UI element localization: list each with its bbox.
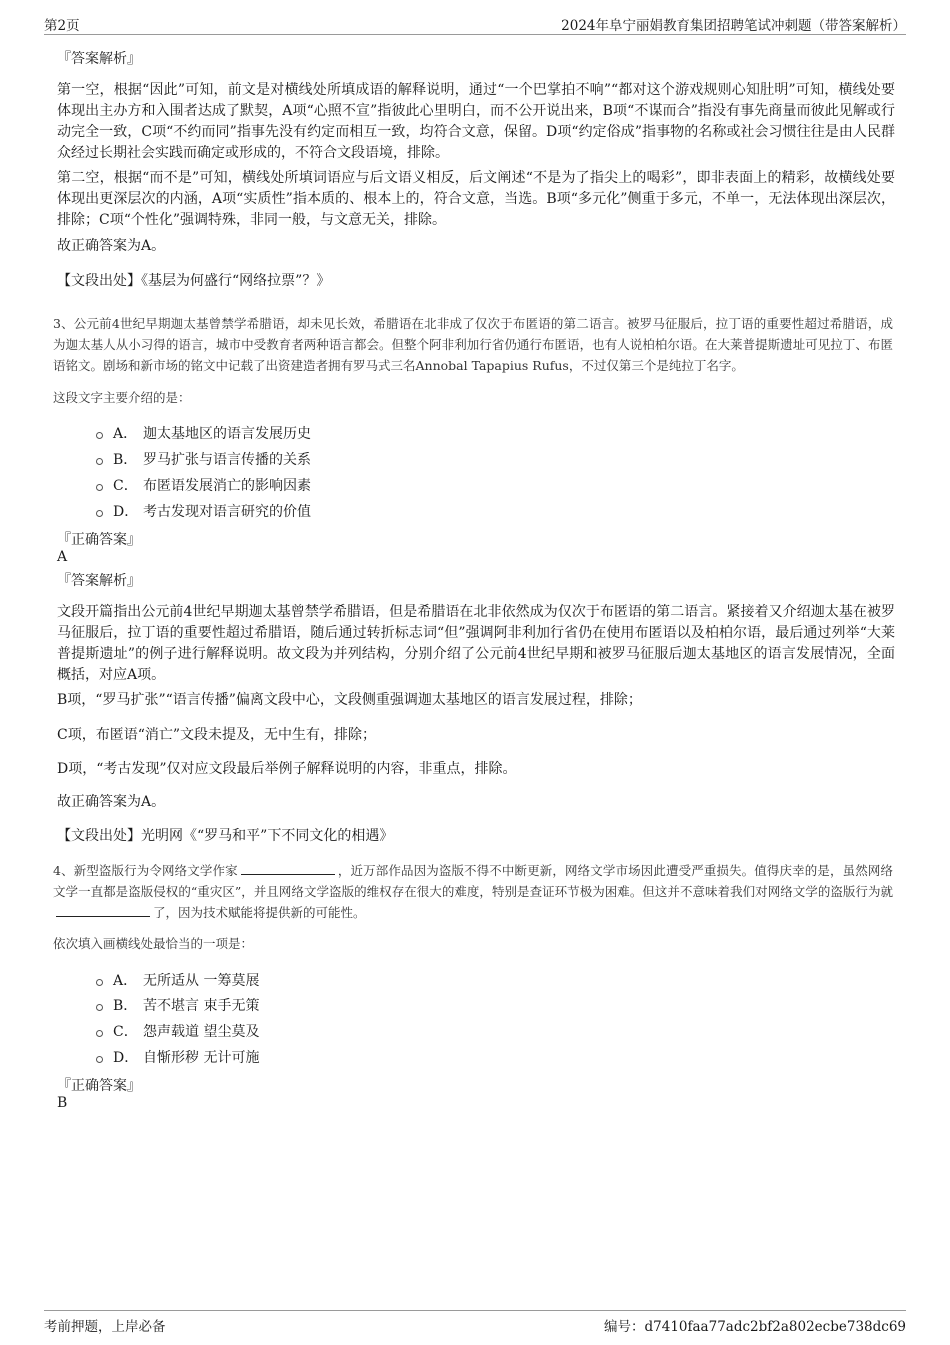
- source-citation: 【文段出处】光明网《“罗马和平”下不同文化的相遇》: [57, 828, 394, 844]
- page-footer: [44, 1310, 906, 1335]
- analysis-paragraph: 文段开篇指出公元前4世纪早期迦太基曾禁学希腊语，但是希腊语在北非依然成为仅次于布匿语的第二语言。紧接着又介绍迦太基在被罗马征服后，拉丁语的重要性超过希腊语，随后通过转折标志词“但”强调阿非利加行省仍在使用布匿语以及柏柏尔语，最后通过列举“大莱普提斯遗址”的例子进行解释说明。故文段为并列结构，分别介绍了公元前4世纪早期和被罗马征服后迦太基地区的语言发展情况，全面概括，对应A项。: [57, 604, 895, 683]
- option-text: 自惭形秽 无计可施: [143, 1050, 260, 1066]
- option-d[interactable]: [96, 1047, 259, 1067]
- option-letter: A．: [113, 426, 138, 442]
- correct-answer-label: 『正确答案』: [57, 1078, 141, 1094]
- stem-text: ，近万部作品因为盗版不得不中断更新，网络文学市场因此遭受严重损失。值得庆幸的是，虽然网络文学一直都是盗版侵权的“重灾区”，并且网络文学盗版的维权存在很大的难度，特别是查证环节极为困难。但这并不意味着我们对网络文学的盗版行为就: [53, 863, 893, 899]
- option-letter: D．: [113, 504, 139, 520]
- option-b[interactable]: [96, 449, 311, 469]
- analysis-label: 『答案解析』: [57, 573, 141, 589]
- option-letter: B．: [113, 998, 138, 1014]
- radio-icon[interactable]: [96, 484, 103, 491]
- question-stem: [53, 860, 893, 923]
- footer-slogan: 考前押题，上岸必备: [44, 1319, 166, 1335]
- fill-blank: [241, 861, 335, 875]
- analysis-label: 『答案解析』: [57, 51, 141, 67]
- source-citation: 【文段出处】《基层为何盛行“网络拉票”？》: [57, 273, 331, 289]
- page-number: 第2页: [44, 18, 80, 34]
- analysis-paragraph: B项，“罗马扩张”“语言传播”偏离文段中心，文段侧重强调迦太基地区的语言发展过程，排除；: [57, 692, 642, 708]
- option-letter: C．: [113, 1024, 138, 1040]
- radio-icon[interactable]: [96, 1004, 103, 1011]
- analysis-paragraph: 第一空，根据“因此”可知，前文是对横线处所填成语的解释说明，通过“一个巴掌拍不响”“都对这个游戏规则心知肚明”可知，横线处要体现出主办方和入围者达成了默契，A项“心照不宣”指彼此心里明白，而不公开说出来，B项“不谋而合”指没有事先商量而彼此见解或行动完全一致，C项“不约而同”指事先没有约定而相互一致，均符合文意，保留。D项“约定俗成”指事物的名称或社会习惯往往是由人民群众经过长期社会实践而确定或形成的，不符合文段语境，排除。: [57, 82, 895, 161]
- option-text: 考古发现对语言研究的价值: [143, 504, 311, 520]
- document-id: 编号：d7410faa77adc2bf2a802ecbe738dc69: [604, 1319, 906, 1335]
- option-d[interactable]: [96, 501, 311, 521]
- option-letter: B．: [113, 452, 138, 468]
- fill-blank: [56, 903, 150, 917]
- conclusion: 故正确答案为A。: [57, 238, 166, 254]
- conclusion: 故正确答案为A。: [57, 794, 166, 810]
- radio-icon[interactable]: [96, 1056, 103, 1063]
- document-title: 2024年阜宁丽娟教育集团招聘笔试冲刺题（带答案解析）: [561, 18, 906, 34]
- radio-icon[interactable]: [96, 510, 103, 517]
- analysis-paragraph: 第二空，根据“而不是”可知，横线处所填词语应与后文语义相反，后文阐述“不是为了指尖上的喝彩”，即非表面上的精彩，故横线处要体现出更深层次的内涵，A项“实质性”指本质的、根本上的，符合文意，当选。B项“多元化”侧重于多元，不单一，无法体现出深层次，排除；C项“个性化”强调特殊，非同一般，与文意无关，排除。: [57, 170, 895, 228]
- option-text: 无所适从 一筹莫展: [143, 973, 260, 989]
- question-stem: 3、公元前4世纪早期迦太基曾禁学希腊语，却未见长效，希腊语在北非成了仅次于布匿语的第二语言。被罗马征服后，拉丁语的重要性超过希腊语，成为迦太基人从小习得的语言，城市中受教育者两种语言都会。但整个阿非利加行省仍通行布匿语，也有人说柏柏尔语。在大莱普提斯遗址可见拉丁、布匿语铭文。剧场和新市场的铭文中记载了出资建造者拥有罗马式三名Annobal Tapapius Rufus，不过仅第三个是纯拉丁名字。: [53, 316, 893, 373]
- question-prompt: 这段文字主要介绍的是：: [53, 390, 191, 405]
- option-text: 苦不堪言 束手无策: [143, 998, 260, 1014]
- option-c[interactable]: [96, 475, 311, 495]
- stem-text: 4、新型盗版行为令网络文学作家: [53, 863, 238, 878]
- analysis-paragraph: C项，布匿语“消亡”文段未提及，无中生有，排除；: [57, 727, 377, 743]
- option-c[interactable]: [96, 1021, 259, 1041]
- radio-icon[interactable]: [96, 1030, 103, 1037]
- option-text: 怨声载道 望尘莫及: [143, 1024, 260, 1040]
- radio-icon[interactable]: [96, 458, 103, 465]
- correct-answer-label: 『正确答案』: [57, 532, 141, 548]
- radio-icon[interactable]: [96, 432, 103, 439]
- question-prompt: 依次填入画横线处最恰当的一项是：: [53, 936, 254, 951]
- option-a[interactable]: [96, 970, 259, 990]
- option-text: 迦太基地区的语言发展历史: [143, 426, 311, 442]
- option-b[interactable]: [96, 995, 259, 1015]
- option-text: 布匿语发展消亡的影响因素: [143, 478, 311, 494]
- page-header: [44, 14, 906, 35]
- correct-answer: B: [57, 1095, 68, 1111]
- radio-icon[interactable]: [96, 979, 103, 986]
- analysis-paragraph: D项，“考古发现”仅对应文段最后举例子解释说明的内容，非重点，排除。: [57, 761, 517, 777]
- stem-text: 了，因为技术赋能将提供新的可能性。: [153, 905, 366, 920]
- correct-answer: A: [57, 549, 68, 565]
- option-letter: C．: [113, 478, 138, 494]
- option-letter: A．: [113, 973, 138, 989]
- option-letter: D．: [113, 1050, 139, 1066]
- option-text: 罗马扩张与语言传播的关系: [143, 452, 311, 468]
- option-a[interactable]: [96, 423, 311, 443]
